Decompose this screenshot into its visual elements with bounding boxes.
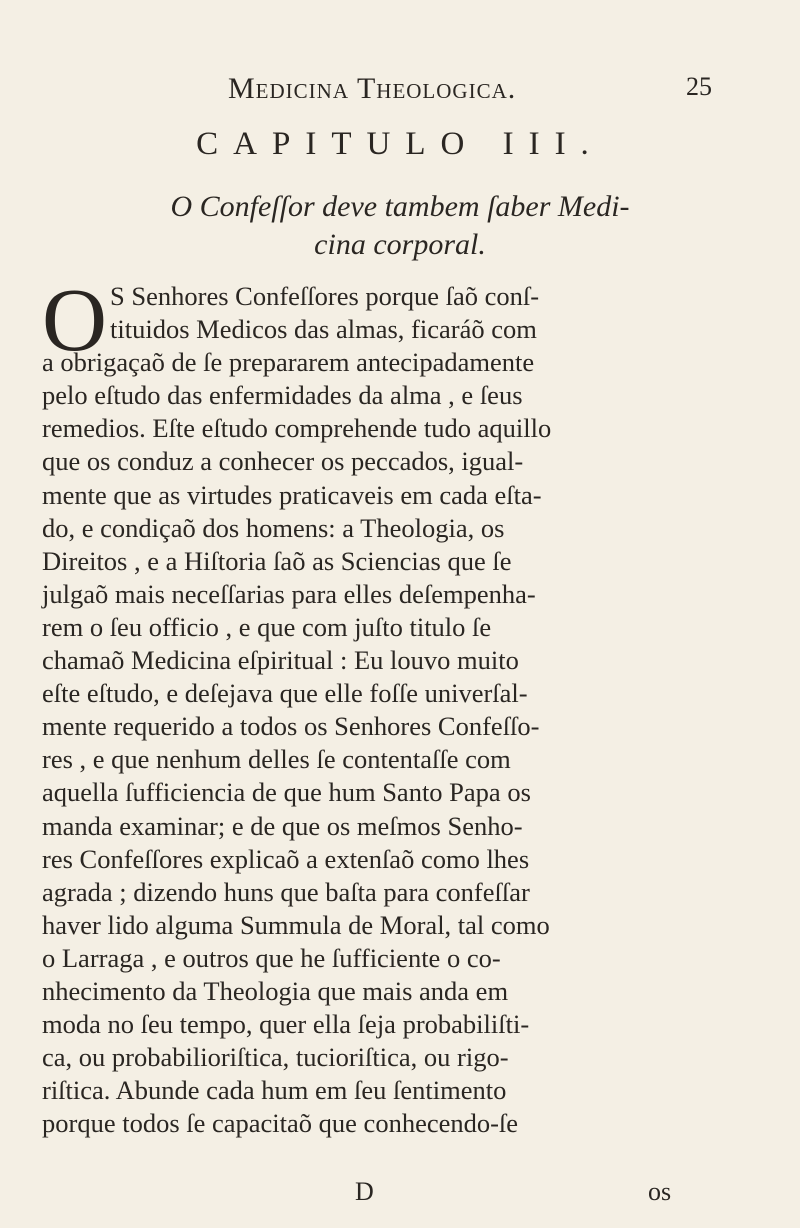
signature-mark: D [355, 1177, 374, 1206]
subtitle-line: O Confeſſor deve tambem ſaber Medi- [170, 190, 630, 223]
catchword: os [648, 1177, 672, 1206]
text-line: eſte eſtudo, e deſejava que elle foſſe univerſal- [42, 678, 528, 709]
text-line: riſtica. Abunde cada hum em ſeu ſentimento [42, 1075, 507, 1106]
text-line: rem o ſeu officio , e que com juſto titulo ſe [42, 611, 492, 642]
text-line: pelo eſtudo das enfermidades da alma , e ſeus [42, 380, 523, 411]
body-text [42, 280, 762, 1140]
subtitle-line: cina corporal. [314, 228, 486, 261]
text-line: do, e condiçaõ dos homens: a Theologia, os [42, 512, 505, 543]
text-line: a obrigaçaõ de ſe prepararem antecipadamente [42, 347, 535, 378]
running-title: Medicina Theologica. [228, 72, 517, 105]
text-line: moda no ſeu tempo, quer ella ſeja probabiliſti- [42, 1009, 530, 1040]
text-line: haver lido alguma Summula de Moral, tal como [42, 909, 550, 940]
text-line: aquella ſufficiencia de que hum Santo Papa os [42, 777, 531, 808]
text-line: o Larraga , e outros que he ſufficiente o co- [42, 942, 501, 973]
text-line: mente requerido a todos os Senhores Confeſſo- [42, 711, 540, 742]
chapter-subtitle [0, 188, 800, 264]
text-line: nhecimento da Theologia que mais anda em [42, 975, 509, 1006]
text-line: remedios. Eſte eſtudo comprehende tudo aquillo [42, 413, 552, 444]
drop-cap: O [42, 271, 107, 370]
text-line: agrada ; dizendo huns que baſta para confeſſar [42, 876, 530, 907]
text-line: porque todos ſe capacitaõ que conhecendo-ſe [42, 1108, 519, 1139]
text-line: manda examinar; e de que os meſmos Senho- [42, 810, 523, 841]
text-line: Direitos , e a Hiſtoria ſaõ as Sciencias que ſe [42, 545, 512, 576]
text-line: mente que as virtudes praticaveis em cada eſta- [42, 479, 542, 510]
text-line: res Confeſſores explicaõ a extenſaõ como lhes [42, 843, 530, 874]
text-line: ca, ou probabilioriſtica, tucioriſtica, ou rigo- [42, 1042, 509, 1073]
text-line: tituidos Medicos das almas, ficaráõ com [110, 314, 537, 345]
page-number: 25 [686, 72, 712, 101]
chapter-heading: CAPITULO III. [196, 126, 604, 162]
text-line: que os conduz a conhecer os peccados, igual- [42, 446, 524, 477]
text-line: chamaõ Medicina eſpiritual : Eu louvo muito [42, 645, 519, 676]
text-line: S Senhores Confeſſores porque ſaõ conſ- [110, 281, 540, 311]
text-line: res , e que nenhum delles ſe contentaſſe com [42, 744, 511, 775]
text-line: julgaõ mais neceſſarias para elles deſempenha- [42, 578, 536, 609]
